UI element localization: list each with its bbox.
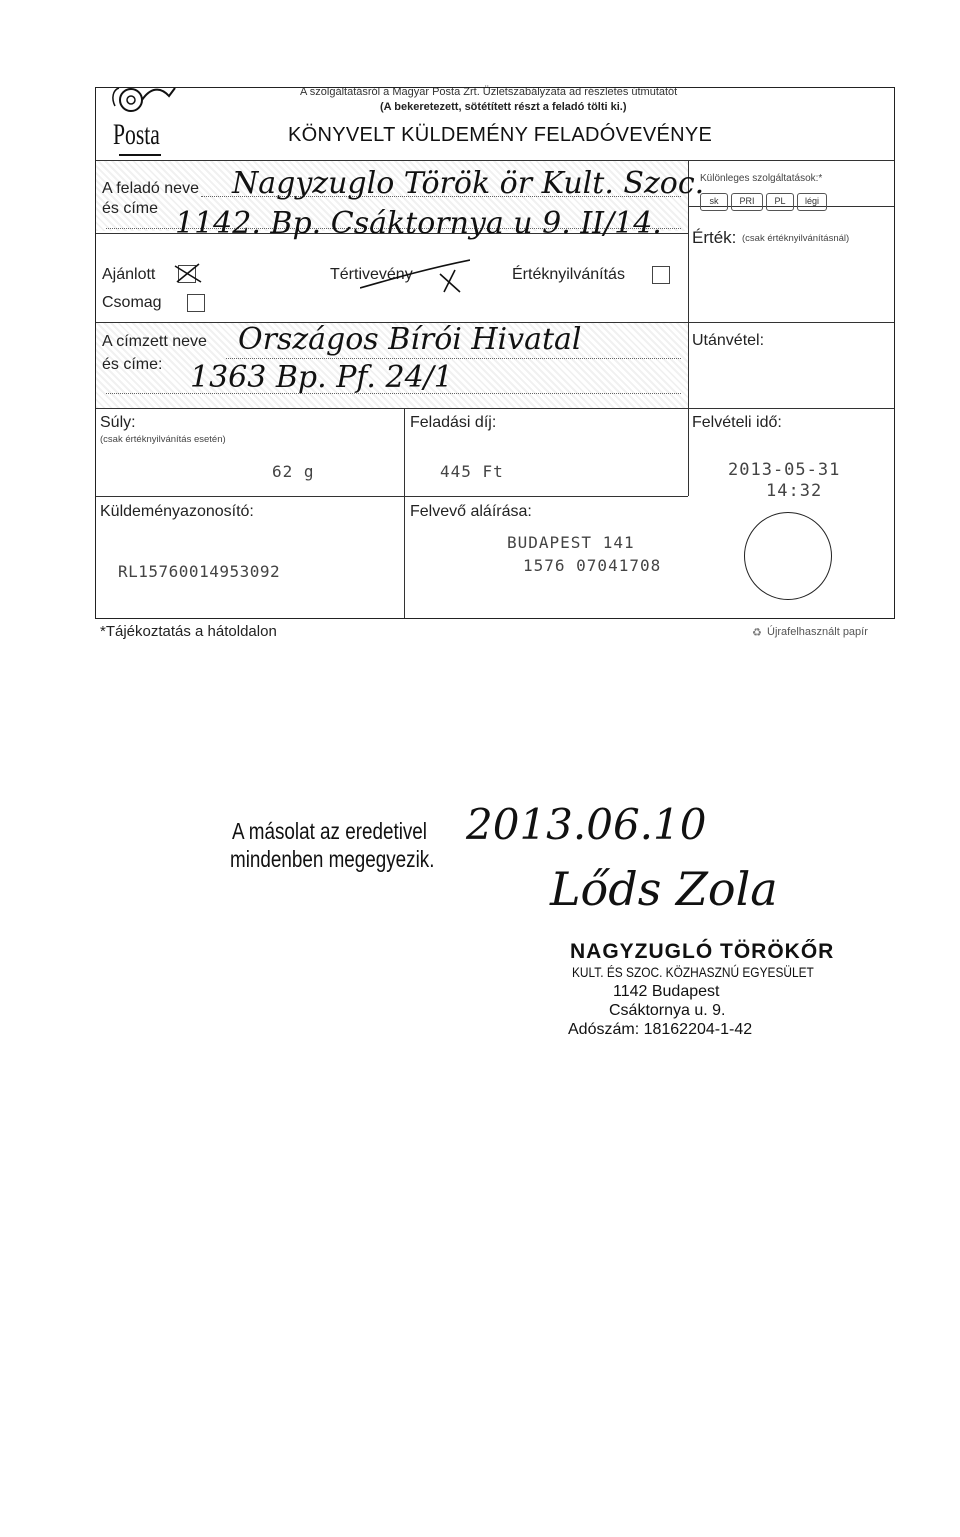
recipient-name-label: A címzett neve — [102, 333, 207, 350]
fee-value: 445 Ft — [440, 462, 504, 481]
parcel-label: Csomag — [102, 294, 162, 311]
form-title: KÖNYVELT KÜLDEMÉNY FELADÓVEVÉNYE — [288, 124, 713, 146]
weight-note: (csak értéknyilvánítás esetén) — [100, 434, 226, 445]
weight-value: 62 g — [272, 462, 315, 481]
recipient-address-value: 1363 Bp. Pf. 24/1 — [190, 360, 453, 395]
tracking-value: RL15760014953092 — [118, 562, 281, 581]
certification-line1: A másolat az eredetivel — [232, 818, 427, 844]
cod-label: Utánvétel: — [692, 332, 765, 349]
return-receipt-label: Tértivevény — [330, 266, 413, 283]
service-pl: PL — [766, 193, 794, 211]
org-subtitle: KULT. ÉS SZOC. KÖZHASZNÚ EGYESÜLET — [572, 964, 814, 980]
weight-label: Súly: — [100, 414, 136, 431]
sender-address-value: 1142. Bp. Csáktornya u 9. II/14. — [175, 206, 662, 241]
tracking-label: Küldeményazonosító: — [100, 503, 254, 520]
header-info-line: A szolgáltatásról a Magyar Posta Zrt. Üzletszabályzata ad részletes útmutatót — [300, 86, 678, 98]
recipient-name-value: Országos Bírói Hivatal — [238, 322, 582, 357]
footer-note: *Tájékoztatás a hátoldalon — [100, 623, 277, 640]
registered-label: Ajánlott — [102, 266, 156, 283]
receiver-stamp-line2: 1576 07041708 — [523, 556, 662, 575]
value-note: (csak értéknyilvánításnál) — [742, 233, 850, 244]
pickup-time-label: Felvételi idő: — [692, 414, 782, 431]
pickup-date: 2013-05-31 — [728, 460, 841, 480]
sender-address-label: és címe — [102, 200, 159, 217]
certification-date: 2013.06.10 — [466, 800, 707, 849]
org-city: 1142 Budapest — [613, 983, 720, 1000]
receiver-stamp-line1: BUDAPEST 141 — [507, 533, 635, 552]
value-label: Érték: — [692, 228, 737, 247]
recycled-note: Újrafelhasznált papír — [767, 626, 868, 638]
service-pri: PRI — [731, 193, 763, 211]
pickup-time: 14:32 — [766, 481, 823, 501]
org-name: NAGYZUGLÓ TÖRÖKŐR — [570, 940, 835, 963]
fee-label: Feladási díj: — [410, 414, 497, 431]
return-receipt-cross-icon — [360, 258, 470, 298]
certification-signature: Lőds Zola — [550, 862, 778, 916]
service-sk: sk — [700, 193, 728, 211]
registered-checkbox — [178, 265, 196, 283]
sender-name-label: A feladó neve — [102, 180, 199, 197]
recycled-icon: ♻ — [752, 627, 762, 639]
declared-value-checkbox — [652, 266, 670, 284]
org-street: Csáktornya u. 9. — [609, 1002, 726, 1019]
header-instruction: (A bekeretezett, sötétített részt a feladó tölti ki.) — [380, 101, 627, 113]
cross-mark-icon — [175, 262, 205, 284]
sender-name-value: Nagyzuglo Török ör Kult. Szoc. — [232, 166, 705, 201]
recipient-address-label: és címe: — [102, 356, 163, 373]
parcel-checkbox — [187, 294, 205, 312]
date-stamp-circle — [744, 512, 832, 600]
receiver-signature-label: Felvevő aláírása: — [410, 503, 532, 520]
service-legi: légi — [797, 193, 827, 211]
certification-line2: mindenben megegyezik. — [230, 846, 435, 872]
declared-value-label: Értéknyilvánítás — [512, 266, 625, 283]
org-tax-id: Adószám: 18162204-1-42 — [568, 1021, 753, 1038]
logo-wordmark: Posta — [113, 118, 160, 151]
special-services-label: Különleges szolgáltatások:* — [700, 173, 823, 184]
